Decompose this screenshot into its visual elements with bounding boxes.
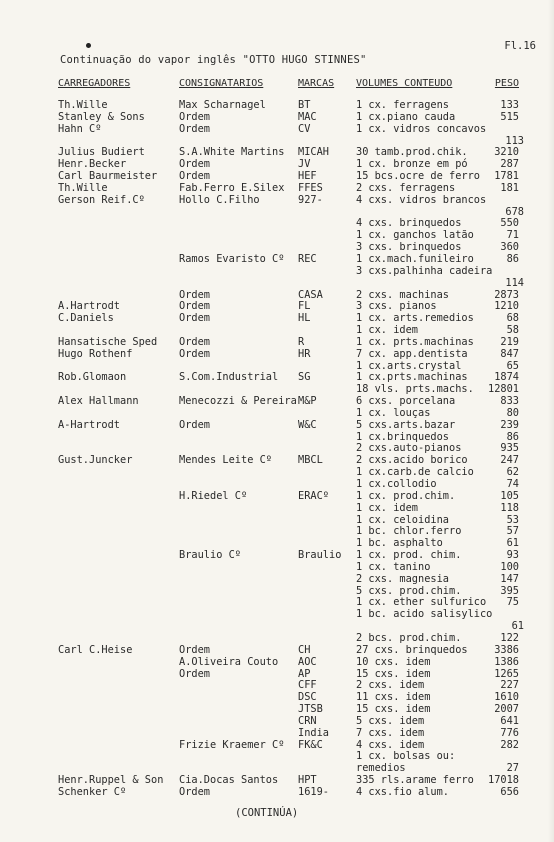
- marks-cell: HEF: [298, 170, 317, 183]
- manifest-row: [0, 183, 554, 195]
- volumes-cell: 1 cx. celoidina: [356, 513, 449, 526]
- manifest-row: [0, 195, 554, 207]
- volumes-cell: 1 cx. prod. chim.: [356, 549, 462, 562]
- weight-cell: 247: [500, 454, 519, 467]
- volumes-cell: 4 cxs. vidros brancos: [356, 193, 487, 206]
- weight-cell: 133: [500, 99, 519, 111]
- consignee-cell: Cia.Docas Santos: [179, 774, 279, 787]
- weight-cell: 122: [500, 631, 519, 644]
- marks-cell: HR: [298, 347, 311, 360]
- marks-cell: FL: [298, 300, 311, 313]
- shipper-cell: Gerson Reif.Cº: [58, 193, 145, 206]
- volumes-cell: 1 bc. chlor.ferro: [356, 525, 462, 538]
- weight-cell: 17018: [488, 774, 519, 787]
- shipper-cell: Henr.Ruppel & Son: [58, 774, 164, 787]
- weight-cell: 113: [505, 134, 524, 147]
- weight-cell: 1874: [494, 371, 519, 384]
- volumes-cell: 7 cxs. idem: [356, 726, 425, 739]
- weight-cell: 58: [506, 324, 519, 337]
- volumes-cell: 4 cxs. idem: [356, 738, 425, 751]
- weight-cell: 100: [500, 560, 519, 573]
- header-shipper: CARREGADORES: [58, 78, 131, 89]
- shipper-cell: Carl C.Heise: [58, 643, 133, 656]
- weight-cell: 147: [500, 572, 519, 585]
- shipper-cell: A.Hartrodt: [58, 300, 120, 313]
- weight-cell: 114: [505, 276, 524, 289]
- header-volumes: VOLUMES CONTEUDO: [356, 78, 453, 89]
- weight-cell: 61: [506, 537, 519, 550]
- subtotal-row: [0, 278, 554, 290]
- manifest-row: [0, 740, 554, 752]
- manifest-row: [0, 538, 554, 550]
- volumes-cell: 5 cxs.arts.bazar: [356, 418, 456, 431]
- manifest-row: [0, 787, 554, 799]
- volumes-cell: 11 cxs. idem: [356, 691, 431, 704]
- shipper-cell: Hugo Rothenf: [58, 347, 133, 360]
- weight-cell: 27: [506, 762, 519, 775]
- marks-cell: CASA: [298, 288, 323, 301]
- volumes-cell: 1 cx. ether sulfurico: [356, 596, 487, 609]
- consignee-cell: Ramos Evaristo Cº: [179, 252, 285, 265]
- shipper-cell: Stanley & Sons: [58, 110, 145, 123]
- manifest-rows: [0, 100, 554, 799]
- weight-cell: 3210: [494, 146, 519, 159]
- weight-cell: 2873: [494, 288, 519, 301]
- volumes-cell: 2 cxs. idem: [356, 679, 425, 692]
- volumes-cell: 3 cxs. brinquedos: [356, 241, 462, 254]
- marks-cell: REC: [298, 252, 317, 265]
- consignee-cell: S.A.White Martins: [179, 146, 285, 159]
- consignee-cell: Fab.Ferro E.Silex: [179, 181, 285, 194]
- continuation-note: (CONTINÚA): [235, 807, 299, 819]
- manifest-row: [0, 420, 554, 432]
- weight-cell: 118: [500, 501, 519, 514]
- weight-cell: 776: [500, 726, 519, 739]
- volumes-cell: 15 bcs.ocre de ferro: [356, 170, 480, 183]
- manifest-row: [0, 669, 554, 681]
- marks-cell: 927-: [298, 193, 323, 206]
- weight-cell: 515: [500, 110, 519, 123]
- weight-cell: 227: [500, 679, 519, 692]
- subtotal-row: [0, 621, 554, 633]
- manifest-row: [0, 313, 554, 325]
- manifest-row: [0, 491, 554, 503]
- weight-cell: 93: [506, 549, 519, 562]
- weight-cell: 71: [506, 229, 519, 242]
- volumes-cell: 4 cxs. brinquedos: [356, 217, 462, 230]
- volumes-cell: 15 cxs. idem: [356, 667, 431, 680]
- volumes-cell: 1 cx.collodio: [356, 478, 437, 490]
- consignee-cell: Ordem: [179, 300, 210, 313]
- marks-cell: SG: [298, 371, 311, 384]
- volumes-cell: 10 cxs. idem: [356, 655, 431, 668]
- volumes-cell: 4 cxs.fio alum.: [356, 785, 449, 798]
- volumes-cell: 3 cxs. pianos: [356, 300, 437, 313]
- weight-cell: 282: [500, 738, 519, 751]
- weight-cell: 678: [505, 205, 524, 218]
- volumes-cell: 1 cx. prod.chim.: [356, 489, 456, 502]
- document-title: Continuação do vapor inglês "OTTO HUGO STINNES": [60, 54, 367, 66]
- shipper-cell: Rob.Glomaon: [58, 371, 127, 384]
- folio-number: Fl.16: [504, 40, 536, 52]
- consignee-cell: Ordem: [179, 288, 210, 301]
- consignee-cell: Max Scharnagel: [179, 99, 266, 111]
- manifest-row: [0, 692, 554, 704]
- manifest-row: [0, 337, 554, 349]
- volumes-cell: 1 cx.mach.funileiro: [356, 252, 474, 265]
- volumes-cell: 18 vls. prts.machs.: [356, 383, 474, 396]
- weight-cell: 68: [506, 312, 519, 325]
- manifest-row: [0, 112, 554, 124]
- shipper-cell: A-Hartrodt: [58, 418, 120, 431]
- marks-cell: MBCL: [298, 454, 323, 467]
- marks-cell: MICAH: [298, 146, 329, 159]
- volumes-cell: 1 cx.prts.machinas: [356, 371, 468, 384]
- weight-cell: 1210: [494, 300, 519, 313]
- consignee-cell: Mendes Leite Cº: [179, 454, 272, 467]
- marks-cell: MAC: [298, 110, 317, 123]
- weight-cell: 86: [506, 430, 519, 443]
- marks-cell: HPT: [298, 774, 317, 787]
- volumes-cell: 335 rls.arame ferro: [356, 774, 474, 787]
- volumes-cell: 1 cx. bronze em pó: [356, 158, 468, 171]
- consignee-cell: H.Riedel Cº: [179, 489, 248, 502]
- volumes-cell: 2 cxs. ferragens: [356, 181, 456, 194]
- volumes-cell: 2 cxs. magnesia: [356, 572, 449, 585]
- volumes-cell: 5 cxs. prod.chim.: [356, 584, 462, 597]
- weight-cell: 935: [500, 442, 519, 455]
- marks-cell: FFES: [298, 181, 323, 194]
- marks-cell: W&C: [298, 418, 317, 431]
- manifest-row: [0, 230, 554, 242]
- manifest-row: [0, 515, 554, 527]
- shipper-cell: C.Daniels: [58, 312, 114, 325]
- manifest-row: [0, 751, 554, 763]
- consignee-cell: Braulio Cº: [179, 549, 241, 562]
- volumes-cell: 6 cxs. porcelana: [356, 395, 456, 408]
- weight-cell: 2007: [494, 703, 519, 716]
- shipper-cell: Hahn Cº: [58, 122, 102, 135]
- consignee-cell: Ordem: [179, 158, 210, 171]
- marks-cell: India: [298, 726, 329, 739]
- volumes-cell: 1 cx.brinquedos: [356, 430, 449, 443]
- weight-cell: 219: [500, 335, 519, 348]
- marks-cell: FK&C: [298, 738, 323, 751]
- shipper-cell: Hansatische Sped: [58, 335, 158, 348]
- volumes-cell: 27 cxs. brinquedos: [356, 643, 468, 656]
- manifest-row: [0, 716, 554, 728]
- manifest-row: [0, 266, 554, 278]
- volumes-cell: remedios: [356, 762, 406, 775]
- volumes-cell: 1 cx.carb.de calcio: [356, 466, 474, 479]
- volumes-cell: 2 cxs.acido borico: [356, 454, 468, 467]
- volumes-cell: 1 cx. bolsas ou:: [356, 750, 456, 763]
- weight-cell: 105: [500, 489, 519, 502]
- volumes-cell: 2 cxs. machinas: [356, 288, 449, 301]
- shipper-cell: Julius Budiert: [58, 146, 145, 159]
- marks-cell: HL: [298, 312, 311, 325]
- marks-cell: 1619-: [298, 785, 329, 798]
- manifest-row: [0, 574, 554, 586]
- manifest-row: [0, 503, 554, 515]
- volumes-cell: 15 cxs. idem: [356, 703, 431, 716]
- marks-cell: R: [298, 335, 305, 348]
- header-consignee: CONSIGNATARIOS: [179, 78, 264, 89]
- manifest-row: [0, 124, 554, 136]
- consignee-cell: Frizie Kraemer Cº: [179, 738, 285, 751]
- weight-cell: 57: [506, 525, 519, 538]
- bullet-mark: [86, 43, 91, 48]
- volumes-cell: 1 bc. asphalto: [356, 537, 443, 550]
- weight-cell: 550: [500, 217, 519, 230]
- volumes-cell: 1 cx.arts.crystal: [356, 359, 462, 372]
- weight-cell: 62: [506, 466, 519, 479]
- weight-cell: 1386: [494, 655, 519, 668]
- shipper-cell: Carl Baurmeister: [58, 170, 158, 183]
- weight-cell: 656: [500, 785, 519, 798]
- manifest-row: [0, 408, 554, 420]
- consignee-cell: Ordem: [179, 785, 210, 798]
- marks-cell: CRN: [298, 714, 317, 727]
- shipper-cell: Th.Wille: [58, 181, 108, 194]
- volumes-cell: 1 cx. idem: [356, 501, 418, 514]
- subtotal-row: [0, 207, 554, 219]
- weight-cell: 833: [500, 395, 519, 408]
- manifest-row: [0, 467, 554, 479]
- shipper-cell: Th.Wille: [58, 99, 108, 111]
- marks-cell: AOC: [298, 655, 317, 668]
- volumes-cell: 1 cx.piano cauda: [356, 110, 456, 123]
- header-marks: MARCAS: [298, 78, 335, 89]
- marks-cell: M&P: [298, 395, 317, 408]
- shipper-cell: Gust.Juncker: [58, 454, 133, 467]
- weight-cell: 847: [500, 347, 519, 360]
- weight-cell: 53: [506, 513, 519, 526]
- volumes-cell: 1 cx. tanino: [356, 560, 431, 573]
- manifest-row: [0, 479, 554, 491]
- manifest-row: [0, 680, 554, 692]
- shipper-cell: Henr.Becker: [58, 158, 127, 171]
- volumes-cell: 2 bcs. prod.chim.: [356, 631, 462, 644]
- weight-cell: 1265: [494, 667, 519, 680]
- consignee-cell: Ordem: [179, 170, 210, 183]
- marks-cell: DSC: [298, 691, 317, 704]
- consignee-cell: Ordem: [179, 347, 210, 360]
- consignee-cell: Ordem: [179, 122, 210, 135]
- weight-cell: 1610: [494, 691, 519, 704]
- manifest-row: [0, 645, 554, 657]
- weight-cell: 12801: [488, 383, 519, 396]
- volumes-cell: 30 tamb.prod.chik.: [356, 146, 468, 159]
- marks-cell: AP: [298, 667, 311, 680]
- consignee-cell: S.Com.Industrial: [179, 371, 279, 384]
- volumes-cell: 3 cxs.palhinha cadeira: [356, 264, 493, 277]
- volumes-cell: 7 cx. app.dentista: [356, 347, 468, 360]
- manifest-row: [0, 657, 554, 669]
- weight-cell: 65: [506, 359, 519, 372]
- volumes-cell: 5 cxs. idem: [356, 714, 425, 727]
- volumes-cell: 2 cxs.auto-pianos: [356, 442, 462, 455]
- consignee-cell: Hollo C.Filho: [179, 193, 260, 206]
- volumes-cell: 1 cx. ferragens: [356, 99, 449, 111]
- shipper-cell: Schenker Cº: [58, 785, 127, 798]
- consignee-cell: Ordem: [179, 110, 210, 123]
- weight-cell: 3386: [494, 643, 519, 656]
- manifest-row: [0, 550, 554, 562]
- consignee-cell: Ordem: [179, 335, 210, 348]
- manifest-row: [0, 432, 554, 444]
- manifest-row: [0, 728, 554, 740]
- weight-cell: 641: [500, 714, 519, 727]
- marks-cell: CV: [298, 122, 311, 135]
- volumes-cell: 1 cx. arts.remedios: [356, 312, 474, 325]
- column-headers: [0, 78, 554, 92]
- consignee-cell: Menecozzi & Pereira: [179, 395, 297, 408]
- marks-cell: BT: [298, 99, 311, 111]
- weight-cell: 181: [500, 181, 519, 194]
- marks-cell: CFF: [298, 679, 317, 692]
- marks-cell: ERACº: [298, 489, 329, 502]
- consignee-cell: A.Oliveira Couto: [179, 655, 279, 668]
- consignee-cell: Ordem: [179, 312, 210, 325]
- consignee-cell: Ordem: [179, 418, 210, 431]
- marks-cell: JV: [298, 158, 311, 171]
- header-weight: PESO: [494, 78, 519, 89]
- weight-cell: 395: [500, 584, 519, 597]
- weight-cell: 61: [511, 620, 524, 633]
- volumes-cell: 1 cx. idem: [356, 324, 418, 337]
- consignee-cell: Ordem: [179, 643, 210, 656]
- manifest-row: [0, 609, 554, 621]
- weight-cell: 75: [506, 596, 519, 609]
- volumes-cell: 1 bc. acido salisylico: [356, 608, 493, 621]
- weight-cell: 80: [506, 406, 519, 419]
- weight-cell: 239: [500, 418, 519, 431]
- manifest-row: [0, 704, 554, 716]
- manifest-row: [0, 349, 554, 361]
- weight-cell: 287: [500, 158, 519, 171]
- manifest-row: [0, 526, 554, 538]
- weight-cell: 1781: [494, 170, 519, 183]
- marks-cell: Braulio: [298, 549, 342, 562]
- volumes-cell: 1 cx. ganchos latão: [356, 229, 474, 242]
- volumes-cell: 1 cx. prts.machinas: [356, 335, 474, 348]
- shipper-cell: Alex Hallmann: [58, 395, 139, 408]
- weight-cell: 360: [500, 241, 519, 254]
- volumes-cell: 1 cx. louças: [356, 406, 431, 419]
- weight-cell: 74: [506, 478, 519, 490]
- manifest-row: [0, 396, 554, 408]
- weight-cell: 86: [506, 252, 519, 265]
- volumes-cell: 1 cx. vidros concavos: [356, 122, 487, 135]
- manifest-row: [0, 562, 554, 574]
- consignee-cell: Ordem: [179, 667, 210, 680]
- marks-cell: JTSB: [298, 703, 323, 716]
- marks-cell: CH: [298, 643, 311, 656]
- page-edge: [548, 0, 554, 842]
